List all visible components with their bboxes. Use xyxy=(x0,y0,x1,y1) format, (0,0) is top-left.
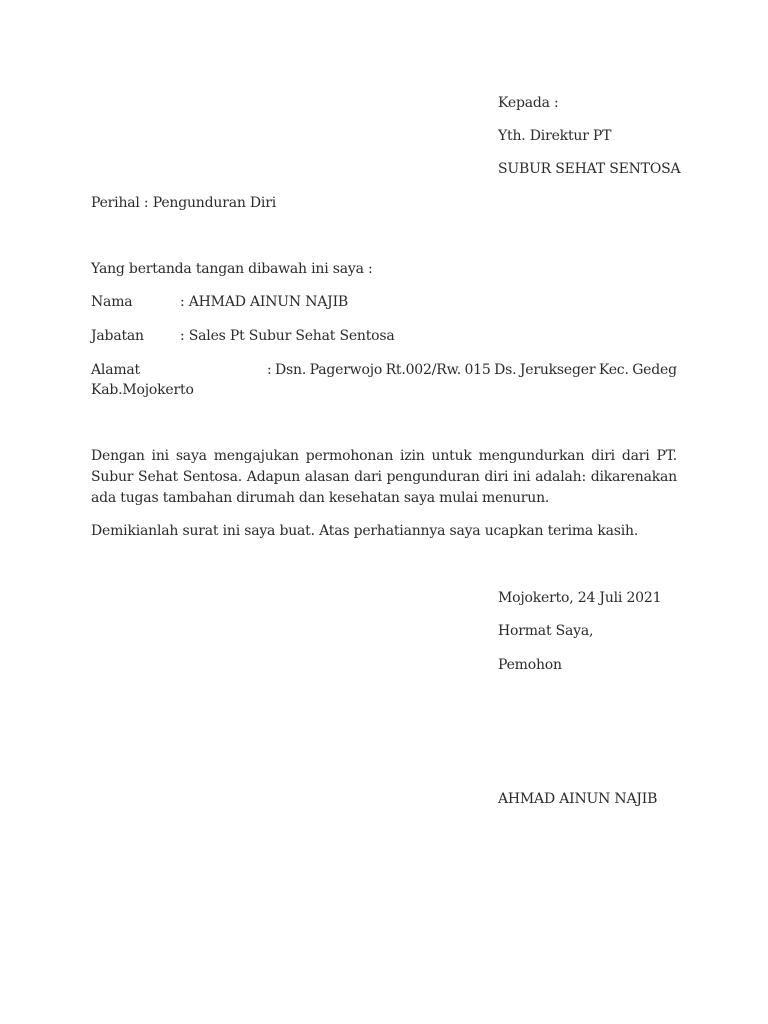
alamat-word: Jerukseger xyxy=(519,362,596,378)
nama-value: : AHMAD AINUN NAJIB xyxy=(180,294,348,310)
perihal-value: Pengunduran Diri xyxy=(152,195,276,211)
body-paragraph-2: Demikianlah surat ini saya buat. Atas perhatiannya saya ucapkan terima kasih. xyxy=(91,523,639,539)
recipient-yth: Yth. Direktur PT xyxy=(498,128,612,144)
recipient-kepada: Kepada : xyxy=(498,95,559,111)
perihal-label: Perihal : xyxy=(91,195,149,211)
regards: Hormat Saya, xyxy=(498,623,594,639)
role: Pemohon xyxy=(498,657,562,673)
alamat-word: 015 xyxy=(464,362,491,378)
alamat-value xyxy=(267,360,677,380)
alamat-word: Dsn. xyxy=(275,362,307,378)
intro-text: Yang bertanda tangan dibawah ini saya : xyxy=(91,261,373,277)
nama-label: Nama xyxy=(91,294,133,310)
alamat-word: Pagerwojo xyxy=(309,362,383,378)
alamat-word: Gedeg xyxy=(632,362,677,378)
jabatan-value: : Sales Pt Subur Sehat Sentosa xyxy=(180,328,395,344)
alamat-word: Ds. xyxy=(494,362,517,378)
perihal-line xyxy=(91,193,276,213)
alamat-label: Alamat xyxy=(91,362,140,378)
field-alamat xyxy=(91,360,677,400)
alamat-line-1 xyxy=(91,360,677,380)
place-date: Mojokerto, 24 Juli 2021 xyxy=(498,590,662,606)
alamat-line-2: Kab.Mojokerto xyxy=(91,382,194,398)
recipient-company: SUBUR SEHAT SENTOSA xyxy=(498,161,681,177)
alamat-word: Kec. xyxy=(598,362,629,378)
signatory-name: AHMAD AINUN NAJIB xyxy=(498,791,658,807)
body-paragraph-1: Dengan ini saya mengajukan permohonan izin untuk mengundurkan diri dari PT. Subur Sehat Sentosa. Adapun alasan dari pengunduran diri ini adalah: dikarenakan ada tugas tambahan dirumah dan kesehatan saya mulai menurun. xyxy=(91,448,677,506)
jabatan-label: Jabatan xyxy=(91,328,144,344)
alamat-word: Rt.002/Rw. xyxy=(385,362,461,378)
alamat-word: : xyxy=(267,362,272,378)
